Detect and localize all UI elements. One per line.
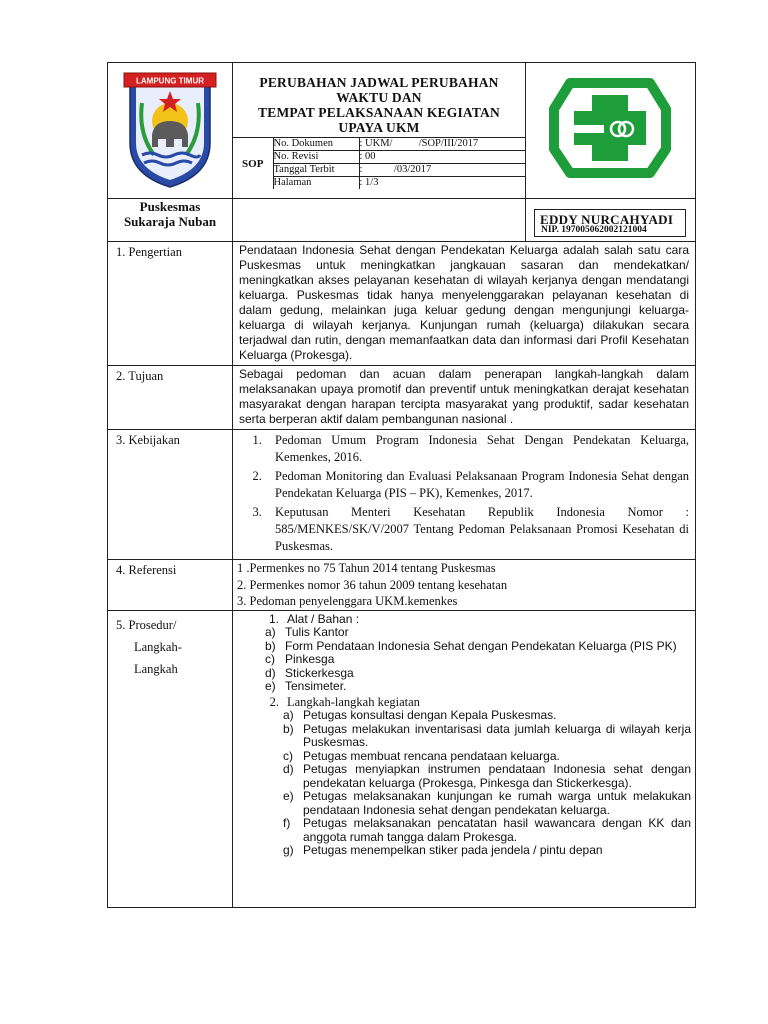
- list-item: Petugas melaksanakan kunjungan ke rumah warga untuk melakukan pendataan Indonesia sehat dengan pendekatan keluarga.: [303, 789, 691, 817]
- item-letter: a): [265, 625, 276, 639]
- section-content-referensi: [233, 560, 696, 611]
- regency-logo-cell: [108, 63, 233, 199]
- section-label-pengertian: [108, 242, 233, 366]
- organization-name-line1: Puskesmas: [139, 199, 201, 214]
- label-line: Langkah: [134, 661, 178, 676]
- logo-banner-text: LAMPUNG TIMUR: [136, 76, 204, 86]
- title-line-3: TEMPAT PELAKSANAAN KEGIATAN: [258, 105, 500, 120]
- doc-info-label: Halaman: [273, 177, 359, 190]
- title-cell: [233, 63, 526, 199]
- item-letter: g): [283, 843, 294, 857]
- officer-nip: NIP. 197005062002121004: [541, 225, 647, 235]
- blank-cell: [233, 199, 526, 242]
- label-line: Langkah-: [134, 639, 182, 654]
- list-item: 1. Pedoman Umum Program Indonesia Sehat Dengan Pendekatan Keluarga, Kemenkes, 2016.: [265, 432, 689, 466]
- item-letter: e): [283, 789, 294, 803]
- section-content-tujuan: [233, 366, 696, 430]
- signature-cell: [526, 199, 696, 242]
- doc-info-label: No. Dokumen: [273, 138, 359, 151]
- list-item: Pinkesga: [285, 652, 335, 666]
- item-letter: c): [265, 652, 275, 666]
- kebijakan-list: [239, 432, 689, 555]
- officer-box: [534, 209, 686, 237]
- pengertian-text: Pendataan Indonesia Sehat dengan Pendekatan Keluarga adalah salah satu cara Puskesmas untuk meningkatkan jangkauan sasaran dan mendekatkan/ meningkatkan akses pelayanan kesehatan di wilayah kerjanya dengan mendatangi keluarga. Puskesmas tidak hanya menyelenggarakan pelayanan kesehatan di dalam gedung, melainkan juga keluar gedung dengan mengunjungi keluarga-keluarga di wilayah kerjanya. Kunjungan rumah (keluarga) dilakukan secara terjadwal dan rutin, dengan memanfaatkan data dan informasi dari Profil Kesehatan Keluarga (Prokesga).: [239, 243, 689, 362]
- doc-info-value: : /03/2017: [359, 164, 525, 177]
- list-item: 1 .Permenkes no 75 Tahun 2014 tentang Puskesmas: [237, 561, 496, 575]
- section-label-kebijakan: [108, 430, 233, 560]
- organization-cell: [108, 199, 233, 242]
- document-info-grid: [233, 137, 525, 189]
- list-item: Petugas membuat rencana pendataan keluarga.: [303, 748, 560, 763]
- sop-document: [107, 62, 695, 908]
- section-label-prosedur: [108, 610, 233, 907]
- doc-info-label: No. Revisi: [273, 151, 359, 164]
- section-label: 2. Tujuan: [116, 369, 164, 383]
- section-content-kebijakan: [233, 430, 696, 560]
- doc-info-value: : 00: [359, 151, 525, 164]
- section-label-tujuan: [108, 366, 233, 430]
- title-line-2: WAKTU DAN: [336, 90, 422, 105]
- document-title: [233, 63, 525, 137]
- list-item: Form Pendataan Indonesia Sehat dengan Pendekatan Keluarga (PIS PK): [285, 638, 677, 653]
- section-label: 3. Kebijakan: [116, 433, 180, 447]
- item-letter: b): [265, 638, 276, 653]
- part-title: Alat / Bahan :: [287, 611, 360, 626]
- part-title: Langkah-langkah kegiatan: [287, 694, 420, 709]
- item-letter: d): [283, 762, 294, 776]
- doc-info-value: : 1/3: [359, 177, 525, 190]
- item-letter: e): [265, 679, 276, 693]
- section-label: 4. Referensi: [116, 563, 177, 577]
- title-line-1: PERUBAHAN JADWAL PERUBAHAN: [259, 75, 499, 90]
- section-label-referensi: [108, 560, 233, 611]
- item-letter: f): [283, 816, 291, 830]
- list-item: 2. Permenkes nomor 36 tahun 2009 tentang kesehatan: [237, 577, 508, 592]
- lampung-timur-logo: [108, 63, 232, 193]
- list-item: Petugas melakukan inventarisasi data jumlah keluarga di wilayah kerja Puskesmas.: [303, 721, 691, 749]
- part-number: 1.: [268, 611, 279, 626]
- list-item: Tensimeter.: [285, 679, 347, 693]
- item-letter: d): [265, 665, 276, 680]
- part-number: 2.: [269, 694, 279, 709]
- procedure-part-header: [237, 696, 691, 710]
- list-item: 3. Pedoman penyelenggara UKM.kemenkes: [237, 594, 458, 608]
- item-letter: c): [283, 748, 293, 763]
- list-item: Petugas konsultasi dengan Kepala Puskesmas.: [303, 708, 557, 722]
- officer-name: EDDY NURCAHYADI: [540, 212, 674, 227]
- title-line-4: UPAYA UKM: [338, 120, 420, 135]
- signature-area: [526, 199, 695, 233]
- list-item: Tulis Kantor: [285, 625, 349, 639]
- puskesmas-cross-icon: [526, 63, 694, 193]
- list-item: 3. Keputusan Menteri Kesehatan Republik Indonesia Nomor : 585/MENKES/SK/V/2007 Tentang Pedoman Pelaksanaan Promosi Kesehatan di Puskesmas.: [265, 504, 689, 555]
- list-item: 2. Pedoman Monitoring dan Evaluasi Pelaksanaan Program Indonesia Sehat dengan Pendekatan Keluarga (PIS – PK), Kemenkes, 2017.: [265, 468, 689, 502]
- organization-name-line2: Sukaraja Nuban: [123, 214, 217, 229]
- list-item: Petugas melaksanakan pencatatan hasil wawancara dengan KK dan anggota rumah tangga dalam Prokesga.: [303, 816, 691, 844]
- procedure-part-header: [237, 613, 691, 627]
- label-line: 5. Prosedur/: [116, 617, 177, 632]
- list-item: Petugas menempelkan stiker pada jendela / pintu depan: [303, 843, 603, 857]
- doc-info-value: : UKM/ /SOP/III/2017: [359, 138, 525, 151]
- list-item: Petugas menyiapkan instrumen pendataan Indonesia sehat dengan pendekatan keluarga (Prokesga, Pinkesga dan Stickerkesga).: [303, 762, 691, 790]
- sop-label: SOP: [233, 138, 273, 190]
- section-label: 1. Pengertian: [116, 245, 182, 259]
- procedure-body: [233, 611, 695, 858]
- item-letter: a): [283, 708, 294, 722]
- section-content-prosedur: [233, 610, 696, 907]
- doc-info-label: Tanggal Terbit: [273, 164, 359, 177]
- list-item: Stickerkesga: [285, 665, 354, 680]
- tujuan-text: Sebagai pedoman dan acuan dalam penerapan langkah-langkah dalam melaksanakan upaya promotif dan preventif untuk meningkatkan derajat kesehatan masyarakat dengan harapan tercipta masyarakat yang produktif, sadar kesehatan serta berperan aktif dalam pembangunan nasional .: [239, 367, 689, 426]
- section-content-pengertian: [233, 242, 696, 366]
- sop-table: [107, 62, 696, 908]
- item-letter: b): [283, 721, 294, 736]
- section-label: [108, 611, 232, 680]
- puskesmas-logo-cell: [526, 63, 696, 199]
